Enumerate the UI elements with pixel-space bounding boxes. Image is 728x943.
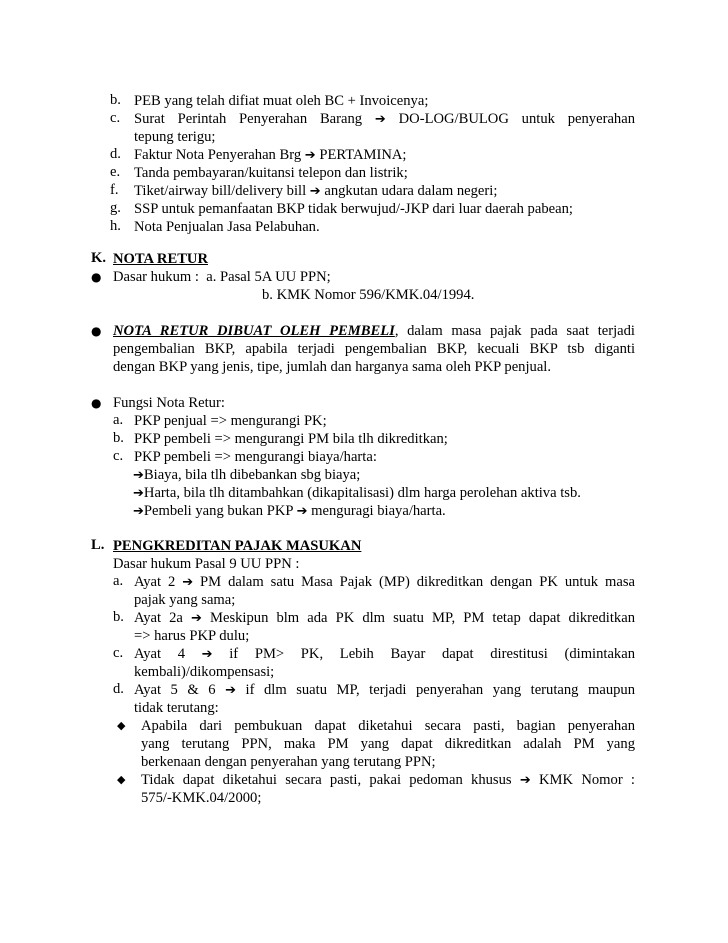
paragraph-line: 575/-KMK.04/2000;: [141, 790, 262, 806]
section-letter: L.: [91, 537, 105, 553]
diamond-bullet-icon: ◆: [117, 773, 126, 786]
arrow-right-icon: ➔: [190, 611, 202, 626]
dasar-hukum: Dasar hukum : a. Pasal 5A UU PPN;: [113, 269, 331, 285]
bullet-icon: ●: [91, 324, 102, 338]
bullet-icon: ●: [91, 396, 102, 410]
list-item-continuation: => harus PKP dulu;: [134, 628, 250, 644]
list-letter: b.: [110, 92, 121, 108]
list-letter: g.: [110, 200, 121, 216]
list-letter: d.: [110, 146, 121, 162]
list-item: Ayat 4 ➔ if PM> PK, Lebih Bayar dapat direstitusi (dimintakan: [134, 646, 635, 662]
list-letter: e.: [110, 164, 121, 180]
list-letter: a.: [113, 412, 124, 428]
arrow-right-icon: ➔: [304, 148, 316, 163]
emphasis-text: NOTA RETUR DIBUAT OLEH PEMBELI: [113, 323, 395, 339]
list-letter: h.: [110, 218, 121, 234]
fungsi-title: Fungsi Nota Retur:: [113, 395, 225, 411]
list-item: Ayat 2 ➔ PM dalam satu Masa Pajak (MP) dikreditkan dengan PK untuk masa: [134, 574, 635, 590]
dasar-hukum: Dasar hukum Pasal 9 UU PPN :: [113, 556, 300, 572]
list-item-continuation: pajak yang sama;: [134, 592, 236, 608]
arrow-right-icon: ➔: [133, 504, 144, 519]
paragraph-line: berkenaan dengan penyerahan yang terutang PPN;: [141, 754, 436, 770]
list-item-continuation: tepung terigu;: [134, 129, 216, 145]
sub-item: ➔Biaya, bila tlh dibebankan sbg biaya;: [133, 467, 361, 483]
list-item: Tanda pembayaran/kuitansi telepon dan listrik;: [134, 165, 408, 181]
arrow-right-icon: ➔: [519, 773, 531, 788]
paragraph-line: Apabila dari pembukuan dapat diketahui secara pasti, bagian penyerahan: [141, 718, 635, 734]
paragraph-line: Tidak dapat diketahui secara pasti, pakai pedoman khusus ➔ KMK Nomor :: [141, 772, 635, 788]
diamond-bullet-icon: ◆: [117, 719, 126, 732]
bullet-icon: ●: [91, 270, 102, 284]
list-item: Tiket/airway bill/delivery bill ➔ angkutan udara dalam negeri;: [134, 183, 498, 199]
sub-item: ➔Pembeli yang bukan PKP ➔ menguragi biaya/harta.: [133, 503, 446, 519]
list-letter: c.: [113, 645, 124, 661]
section-title: NOTA RETUR: [113, 251, 209, 267]
list-item-continuation: tidak terutang:: [134, 700, 219, 716]
list-item: Nota Penjualan Jasa Pelabuhan.: [134, 219, 320, 235]
list-item: PKP pembeli => mengurangi PM bila tlh dikreditkan;: [134, 431, 448, 447]
list-letter: a.: [113, 573, 124, 589]
list-item: Ayat 5 & 6 ➔ if dlm suatu MP, terjadi penyerahan yang terutang maupun: [134, 682, 636, 698]
list-letter: f.: [110, 182, 119, 198]
list-letter: b.: [113, 609, 124, 625]
list-letter: d.: [113, 681, 124, 697]
arrow-right-icon: ➔: [133, 486, 144, 501]
arrow-right-icon: ➔: [296, 504, 308, 519]
paragraph-line: NOTA RETUR DIBUAT OLEH PEMBELI, dalam masa pajak pada saat terjadi: [113, 323, 635, 339]
paragraph-line: dengan BKP yang jenis, tipe, jumlah dan harganya sama oleh PKP penjual.: [113, 359, 551, 375]
arrow-right-icon: ➔: [201, 647, 213, 662]
list-item: PKP penjual => mengurangi PK;: [134, 413, 327, 429]
arrow-right-icon: ➔: [309, 184, 321, 199]
sub-item: ➔Harta, bila tlh ditambahkan (dikapitalisasi) dlm harga perolehan aktiva tsb.: [133, 485, 581, 501]
section-letter: K.: [91, 250, 106, 266]
list-letter: c.: [113, 448, 124, 464]
list-item: PKP pembeli => mengurangi biaya/harta:: [134, 449, 377, 465]
list-item-continuation: kembali)/dikompensasi;: [134, 664, 275, 680]
arrow-right-icon: ➔: [374, 112, 386, 127]
arrow-right-icon: ➔: [225, 683, 236, 698]
paragraph-line: yang terutang PPN, maka PM yang dapat dikreditkan adalah PM yang: [141, 736, 635, 752]
dasar-hukum-b: b. KMK Nomor 596/KMK.04/1994.: [262, 287, 475, 303]
arrow-right-icon: ➔: [182, 575, 194, 590]
list-item: PEB yang telah difiat muat oleh BC + Invoicenya;: [134, 93, 429, 109]
list-item: Faktur Nota Penyerahan Brg ➔ PERTAMINA;: [134, 147, 407, 163]
list-letter: c.: [110, 110, 121, 126]
list-item: Ayat 2a ➔ Meskipun blm ada PK dlm suatu MP, PM tetap dapat dikreditkan: [134, 610, 635, 626]
arrow-right-icon: ➔: [133, 468, 144, 483]
list-item: Surat Perintah Penyerahan Barang ➔ DO-LOG/BULOG untuk penyerahan: [134, 111, 635, 127]
list-item: SSP untuk pemanfaatan BKP tidak berwujud/-JKP dari luar daerah pabean;: [134, 201, 573, 217]
section-title: PENGKREDITAN PAJAK MASUKAN: [113, 538, 362, 554]
paragraph-line: pengembalian BKP, apabila terjadi pengembalian BKP, kecuali BKP tsb diganti: [113, 341, 635, 357]
list-letter: b.: [113, 430, 124, 446]
